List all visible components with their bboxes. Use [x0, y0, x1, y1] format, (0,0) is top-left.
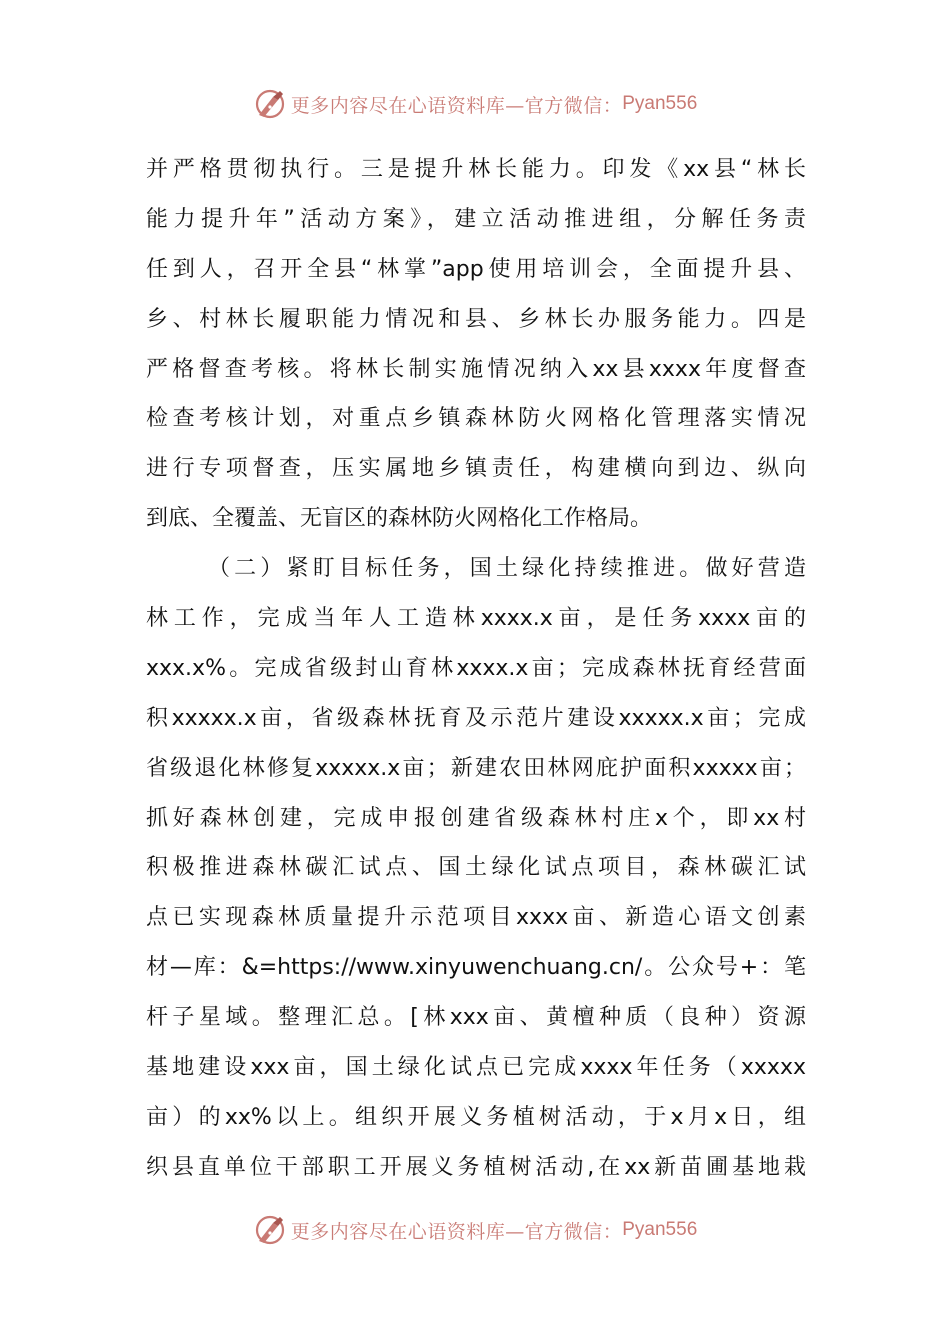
header-banner	[0, 84, 950, 124]
section-heading-line: （二）紧盯目标任务，国土绿化持续推进。做好营造	[208, 556, 806, 582]
footer-banner	[0, 1210, 950, 1250]
body-line: 进行专项督查，压实属地乡镇责任，构建横向到边、纵向	[146, 456, 806, 482]
body-line: 材—库：&=https://www.xinyuwenchuang.cn/。公众号+：笔	[146, 955, 806, 981]
body-line: 积极推进森林碳汇试点、国土绿化试点项目，森林碳汇试	[146, 855, 806, 881]
body-line: 到底、全覆盖、无盲区的森林防火网格化工作格局。	[146, 506, 653, 532]
wechat-id: Pyan556	[622, 1219, 698, 1240]
pen-nib-logo-icon	[253, 87, 287, 121]
wechat-id: Pyan556	[622, 93, 698, 114]
body-line: 积xxxxx.x亩，省级森林抚育及示范片建设xxxxx.x亩；完成	[146, 705, 806, 731]
body-line: 检查考核计划，对重点乡镇森林防火网格化管理落实情况	[146, 406, 806, 432]
body-line: 织县直单位干部职工开展义务植树活动,在xx新苗圃基地栽	[146, 1154, 806, 1180]
body-line: 杆子星域。整理汇总。[林xxx亩、黄檀种质（良种）资源	[146, 1005, 806, 1031]
body-line: 乡、村林长履职能力情况和县、乡林长办服务能力。四是	[146, 306, 806, 332]
body-line: 并严格贯彻执行。三是提升林长能力。印发《xx县“林长	[146, 157, 806, 182]
document-body	[146, 145, 806, 1193]
body-line: 省级退化林修复xxxxx.x亩；新建农田林网庇护面积xxxxx亩；	[146, 755, 806, 781]
body-line: 严格督查考核。将林长制实施情况纳入xx县xxxx年度督查	[146, 356, 806, 382]
body-line: 基地建设xxx亩，国土绿化试点已完成xxxx年任务（xxxxx	[146, 1055, 806, 1081]
body-line: 点已实现森林质量提升示范项目xxxx亩、新造心语文创素	[146, 905, 806, 931]
body-line: 抓好森林创建，完成申报创建省级森林村庄x个，即xx村	[146, 805, 806, 831]
pen-nib-logo-icon	[253, 1213, 287, 1247]
banner-text: 更多内容尽在心语资料库—官方微信：	[290, 94, 623, 117]
body-line: 能力提升年”活动方案》，建立活动推进组，分解任务责	[146, 206, 806, 232]
body-line: 林工作，完成当年人工造林xxxx.x亩，是任务xxxx亩的	[146, 606, 806, 632]
body-line: 任到人，召开全县“林掌”app使用培训会，全面提升县、	[146, 256, 806, 282]
body-line: xxx.x%。完成省级封山育林xxxx.x亩；完成森林抚育经营面	[146, 655, 806, 681]
body-line: 亩）的xx%以上。组织开展义务植树活动，于x月x日，组	[146, 1104, 806, 1130]
banner-text: 更多内容尽在心语资料库—官方微信：	[290, 1220, 623, 1243]
